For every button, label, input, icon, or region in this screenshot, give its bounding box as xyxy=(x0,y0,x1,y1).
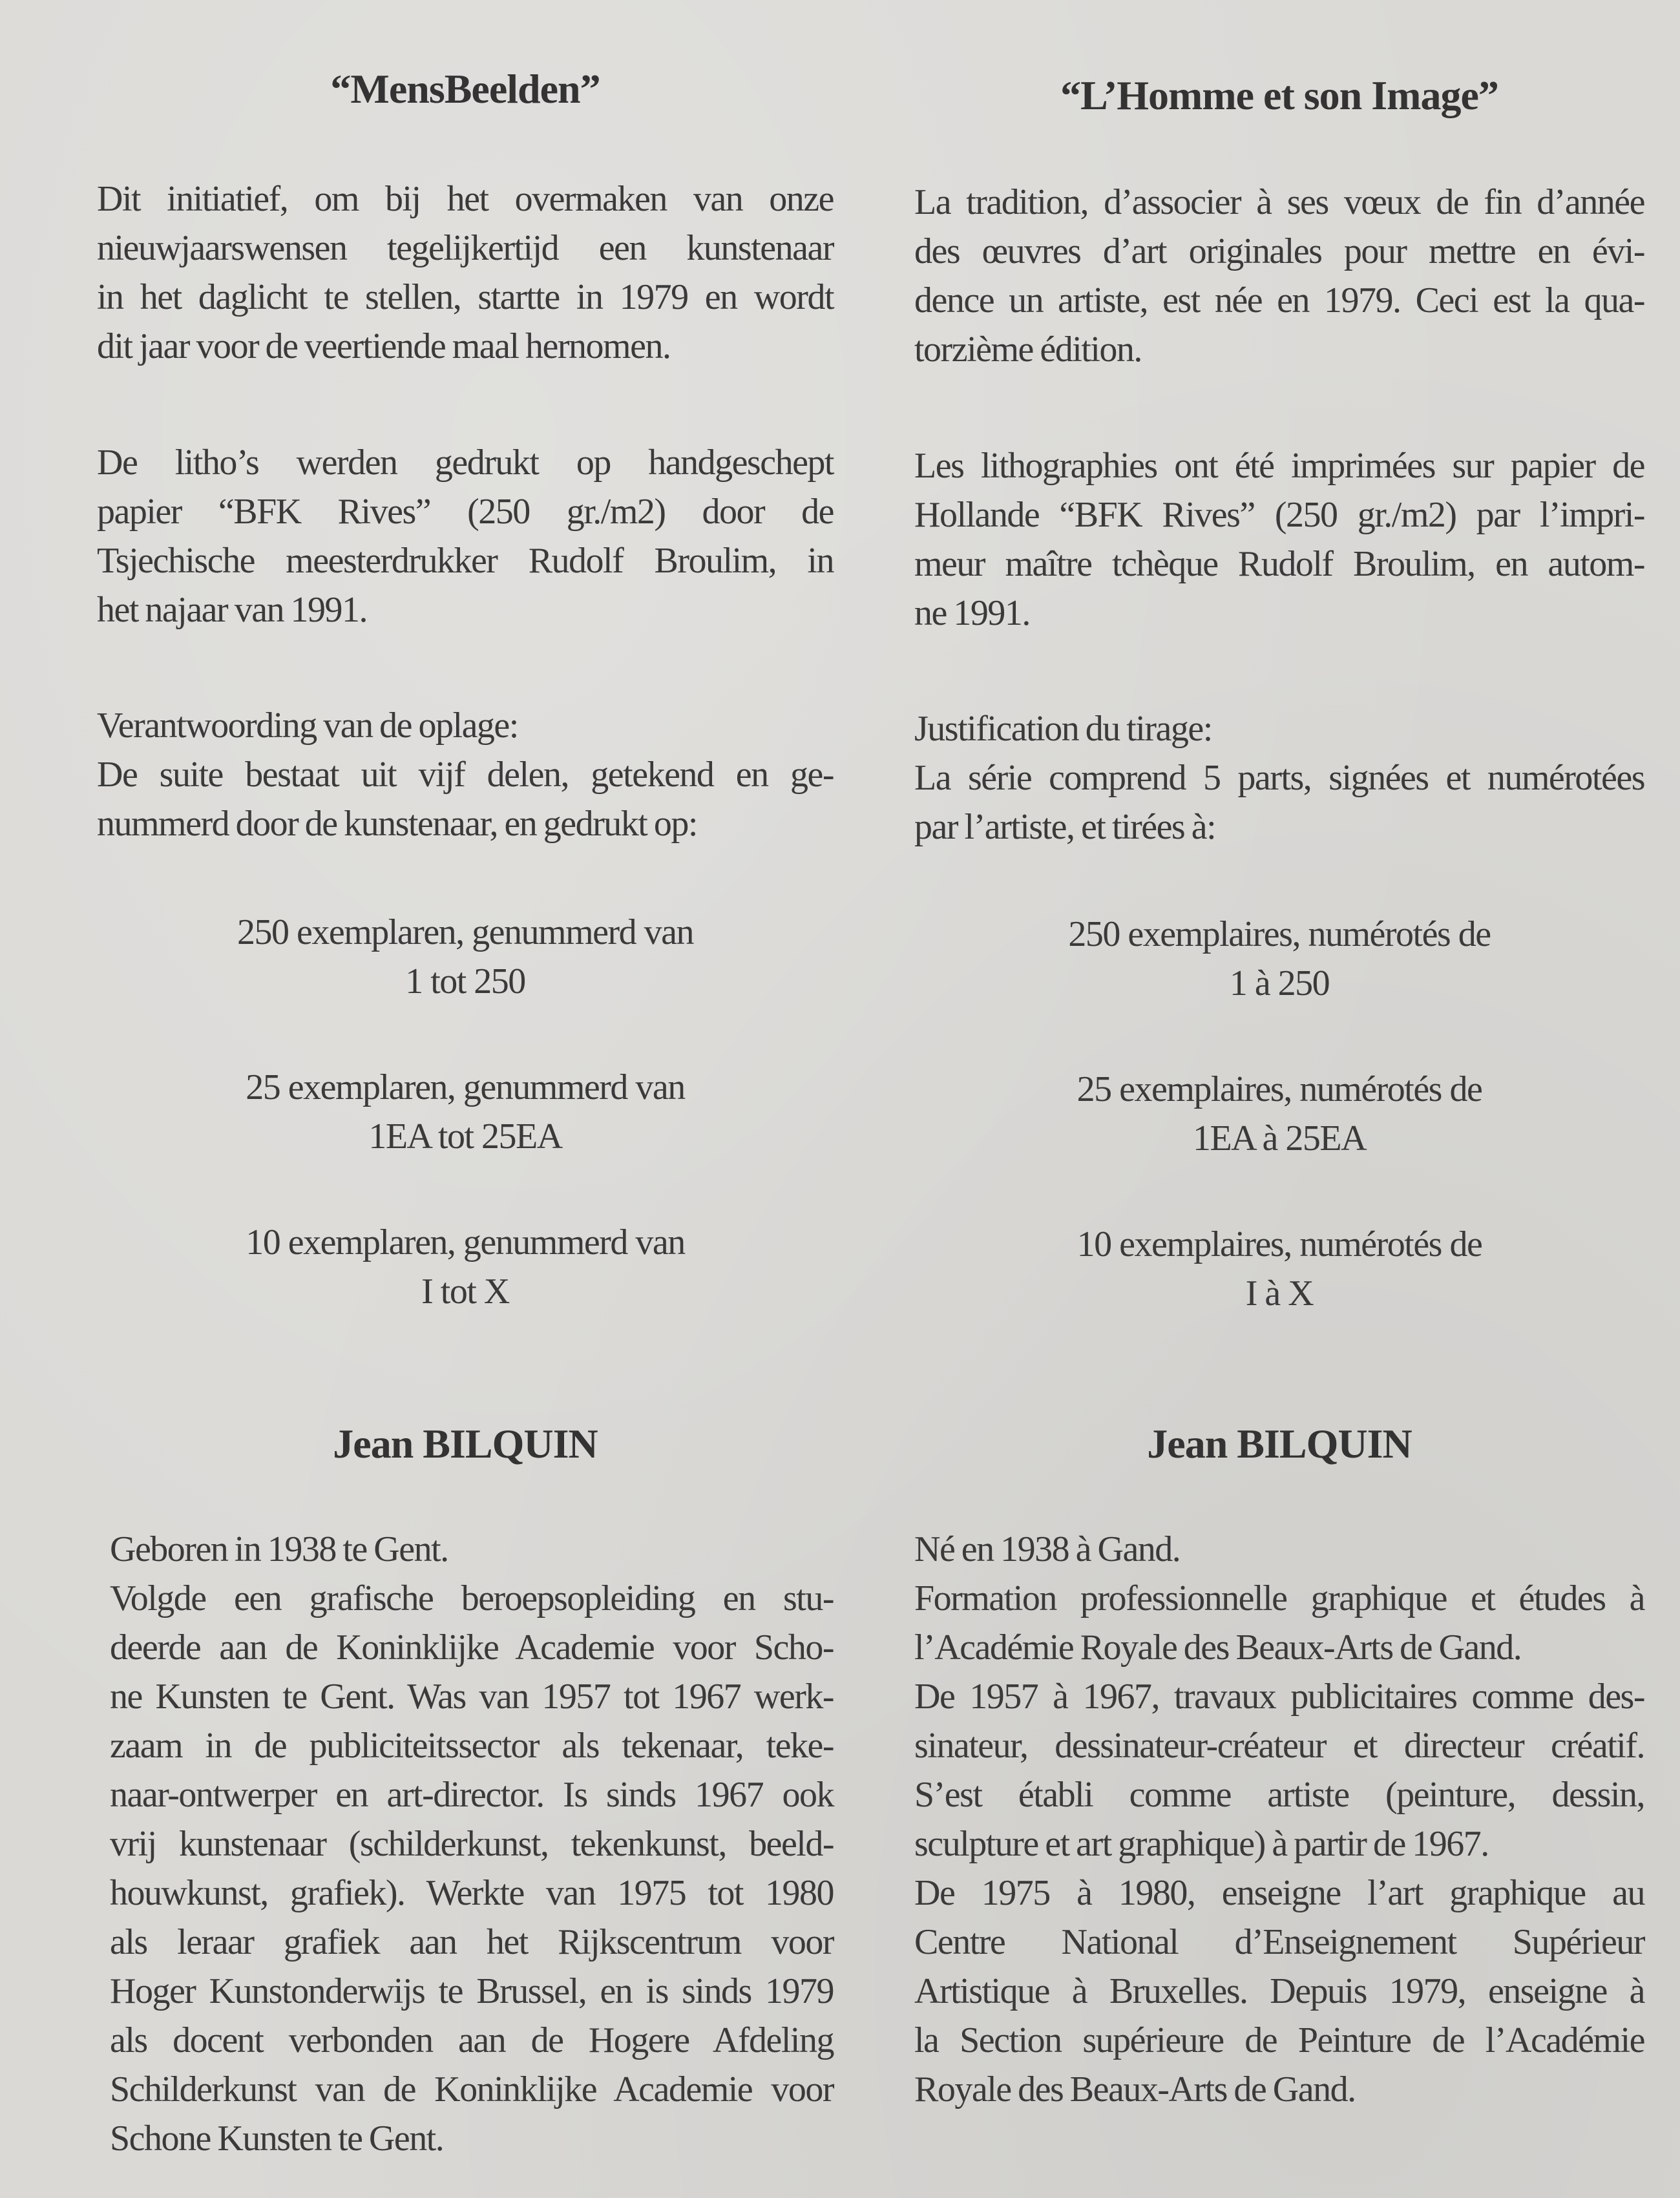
dutch-litho-paragraph xyxy=(97,438,834,634)
text-line: het najaar van 1991. xyxy=(97,590,368,630)
dutch-bio-paragraph xyxy=(110,1525,834,2163)
text-line: in het daglicht te stellen, startte in 1979 en wordt xyxy=(97,277,834,317)
edition-line: 10 exemplaires, numérotés de xyxy=(1076,1224,1482,1264)
edition-line: 10 exemplaren, genummerd van xyxy=(246,1222,685,1262)
dutch-title: “MensBeelden” xyxy=(330,66,600,112)
text-line: zaam in de publiciteitssector als tekenaar, teke- xyxy=(110,1726,834,1766)
french-title: “L’Homme et son Image” xyxy=(1060,72,1498,118)
text-line: meur maître tchèque Rudolf Broulim, en autom- xyxy=(914,544,1644,584)
french-artist-name: Jean BILQUIN xyxy=(1147,1421,1412,1467)
text-line: De litho’s werden gedrukt op handgeschept xyxy=(97,443,834,483)
edition-line: 1EA à 25EA xyxy=(1192,1118,1367,1158)
edition-line: 1 tot 250 xyxy=(405,961,525,1001)
text-line: ne Kunsten te Gent. Was van 1957 tot 1967 werk- xyxy=(110,1677,834,1717)
text-line: Les lithographies ont été imprimées sur papier de xyxy=(914,446,1644,486)
text-line: Schilderkunst van de Koninklijke Academie voor xyxy=(110,2069,834,2109)
text-line: dence un artiste, est née en 1979. Ceci est la qua- xyxy=(914,280,1644,320)
edition-line: 1EA tot 25EA xyxy=(368,1116,562,1157)
text-line: Hollande “BFK Rives” (250 gr./m2) par l’impri- xyxy=(914,495,1644,535)
text-line: Artistique à Bruxelles. Depuis 1979, enseigne à xyxy=(914,1971,1644,2011)
text-line: deerde aan de Koninklijke Academie voor Scho- xyxy=(110,1628,834,1668)
edition-line: 1 à 250 xyxy=(1229,963,1330,1003)
dutch-edition-2 xyxy=(97,1063,834,1161)
text-line: Dit initiatief, om bij het overmaken van onze xyxy=(97,179,834,219)
text-line: La tradition, d’associer à ses vœux de fin d’année xyxy=(914,182,1644,222)
text-line: als docent verbonden aan de Hogere Afdeling xyxy=(110,2020,834,2060)
text-line: dit jaar voor de veertiende maal hernomen. xyxy=(97,326,671,366)
text-line: ne 1991. xyxy=(914,593,1030,633)
french-edition-3 xyxy=(914,1220,1644,1318)
text-line: S’est établi comme artiste (peinture, dessin, xyxy=(914,1775,1644,1815)
dutch-edition-3 xyxy=(97,1218,834,1316)
text-line: par l’artiste, et tirées à: xyxy=(914,807,1216,847)
text-line: Schone Kunsten te Gent. xyxy=(110,2119,444,2159)
edition-line: I tot X xyxy=(421,1272,509,1312)
text-line: nieuwjaarswensen tegelijkertijd een kunstenaar xyxy=(97,228,834,268)
text-line: sinateur, dessinateur-créateur et directeur créatif. xyxy=(914,1726,1644,1766)
dutch-edition-1 xyxy=(97,908,834,1006)
edition-line: 250 exemplaires, numérotés de xyxy=(1068,914,1491,954)
text-line: Royale des Beaux-Arts de Gand. xyxy=(914,2069,1356,2109)
text-line: papier “BFK Rives” (250 gr./m2) door de xyxy=(97,492,834,532)
french-edition-1 xyxy=(914,910,1644,1008)
text-line: Tsjechische meesterdrukker Rudolf Broulim, in xyxy=(97,541,834,581)
text-line: nummerd door de kunstenaar, en gedrukt op: xyxy=(97,804,697,844)
french-bio-paragraph xyxy=(914,1525,1644,2114)
text-line: La série comprend 5 parts, signées et numérotées xyxy=(914,758,1644,798)
justification-label: Verantwoording van de oplage: xyxy=(97,706,518,746)
text-line: Formation professionnelle graphique et études à xyxy=(914,1578,1644,1618)
text-line: Volgde een grafische beroepsopleiding en stu- xyxy=(110,1578,834,1618)
text-line: des œuvres d’art originales pour mettre en évi- xyxy=(914,231,1644,271)
text-line: la Section supérieure de Peinture de l’Académie xyxy=(914,2020,1644,2060)
justification-label: Justification du tirage: xyxy=(914,709,1212,749)
dutch-intro-paragraph xyxy=(97,174,834,371)
edition-line: I à X xyxy=(1245,1273,1314,1314)
text-line: Geboren in 1938 te Gent. xyxy=(110,1529,448,1569)
edition-line: 250 exemplaren, genummerd van xyxy=(236,912,694,952)
text-line: De suite bestaat uit vijf delen, getekend en ge- xyxy=(97,755,834,795)
text-line: vrij kunstenaar (schilderkunst, tekenkunst, beeld- xyxy=(110,1824,834,1864)
edition-line: 25 exemplaires, numérotés de xyxy=(1076,1069,1482,1109)
text-line: l’Académie Royale des Beaux-Arts de Gand. xyxy=(914,1628,1522,1668)
text-line: naar-ontwerper en art-director. Is sinds 1967 ook xyxy=(110,1775,834,1815)
text-line: torzième édition. xyxy=(914,330,1142,370)
text-line: Hoger Kunstonderwijs te Brussel, en is sinds 1979 xyxy=(110,1971,834,2011)
dutch-artist-name: Jean BILQUIN xyxy=(333,1421,598,1467)
text-line: houwkunst, grafiek). Werkte van 1975 tot 1980 xyxy=(110,1873,834,1913)
text-line: De 1957 à 1967, travaux publicitaires comme des- xyxy=(914,1677,1644,1717)
french-litho-paragraph xyxy=(914,441,1644,638)
text-line: als leraar grafiek aan het Rijkscentrum voor xyxy=(110,1922,834,1962)
text-line: sculpture et art graphique) à partir de 1967. xyxy=(914,1824,1489,1864)
dutch-justification-paragraph xyxy=(97,701,834,848)
french-intro-paragraph xyxy=(914,178,1644,374)
text-line: Centre National d’Enseignement Supérieur xyxy=(914,1922,1644,1962)
french-justification-paragraph xyxy=(914,704,1644,852)
french-edition-2 xyxy=(914,1065,1644,1163)
edition-line: 25 exemplaren, genummerd van xyxy=(246,1067,685,1107)
text-line: Né en 1938 à Gand. xyxy=(914,1529,1181,1569)
text-line: De 1975 à 1980, enseigne l’art graphique au xyxy=(914,1873,1644,1913)
